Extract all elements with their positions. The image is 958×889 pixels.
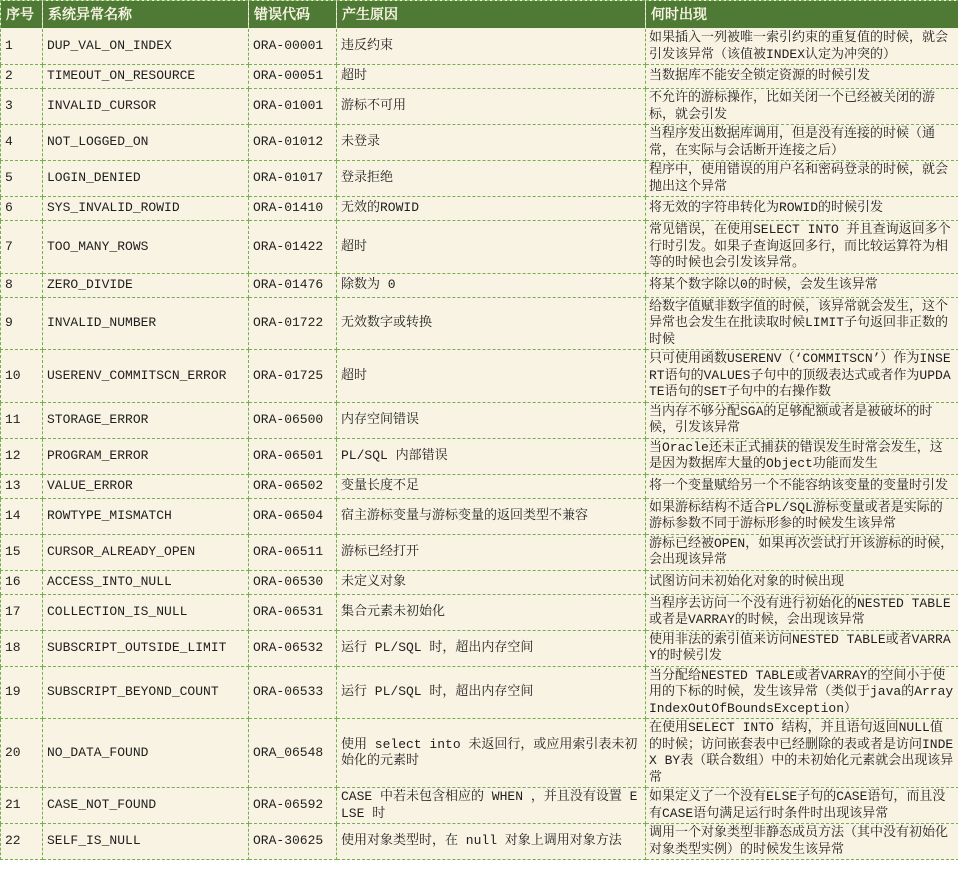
table-row (1, 125, 958, 161)
row-number-cell: 20 (1, 719, 43, 788)
error-code-cell: ORA-06500 (249, 402, 337, 438)
error-code-cell: ORA-06502 (249, 474, 337, 498)
exception-name-cell: SUBSCRIPT_OUTSIDE_LIMIT (43, 630, 249, 666)
cause-cell: 宿主游标变量与游标变量的返回类型不兼容 (337, 498, 646, 534)
exception-name-cell: USERENV_COMMITSCN_ERROR (43, 350, 249, 403)
cause-cell: 游标不可用 (337, 89, 646, 125)
error-code-cell: ORA-06511 (249, 534, 337, 570)
when-occurs-cell: 如果插入一列被唯一索引约束的重复值的时候，就会引发该异常（该值被INDEX认定为冲突的） (646, 29, 958, 65)
row-number-cell: 11 (1, 402, 43, 438)
row-number-cell: 3 (1, 89, 43, 125)
header-row (1, 1, 958, 29)
error-code-cell: ORA-06533 (249, 666, 337, 719)
row-number-cell: 6 (1, 197, 43, 221)
column-header-when: 何时出现 (646, 1, 958, 29)
table-row (1, 824, 958, 860)
exception-name-cell: SELF_IS_NULL (43, 824, 249, 860)
exception-name-cell: PROGRAM_ERROR (43, 438, 249, 474)
row-number-cell: 17 (1, 594, 43, 630)
row-number-cell: 10 (1, 350, 43, 403)
when-occurs-cell: 如果游标结构不适合PL/SQL游标变量或者是实际的游标参数不同于游标形参的时候发生该异常 (646, 498, 958, 534)
error-code-cell: ORA-06501 (249, 438, 337, 474)
table-row (1, 498, 958, 534)
error-code-cell: ORA-06592 (249, 788, 337, 824)
cause-cell: 登录拒绝 (337, 161, 646, 197)
error-code-cell: ORA-30625 (249, 824, 337, 860)
cause-cell: 除数为 0 (337, 273, 646, 297)
table-row (1, 474, 958, 498)
when-occurs-cell: 当分配给NESTED TABLE或者VARRAY的空间小于使用的下标的时候，发生该异常（类似于java的ArrayIndexOutOfBoundsException） (646, 666, 958, 719)
when-occurs-cell: 如果定义了一个没有ELSE子句的CASE语句，而且没有CASE语句满足运行时条件时出现该异常 (646, 788, 958, 824)
table-row (1, 594, 958, 630)
when-occurs-cell: 在使用SELECT INTO 结构，并且语句返回NULL值的时候；访问嵌套表中已经删除的表或者是访问INDEX BY表（联合数组）中的未初始化元素就会出现该异常 (646, 719, 958, 788)
row-number-cell: 2 (1, 65, 43, 89)
error-code-cell: ORA-01476 (249, 273, 337, 297)
when-occurs-cell: 游标已经被OPEN，如果再次尝试打开该游标的时候，会出现该异常 (646, 534, 958, 570)
when-occurs-cell: 只可使用函数USERENV（‘COMMITSCN’）作为INSERT语句的VALUES子句中的顶级表达式或者作为UPDATE语句的SET子句中的右操作数 (646, 350, 958, 403)
column-header-code: 错误代码 (249, 1, 337, 29)
exception-name-cell: LOGIN_DENIED (43, 161, 249, 197)
table-row (1, 297, 958, 350)
exception-name-cell: TOO_MANY_ROWS (43, 221, 249, 274)
row-number-cell: 18 (1, 630, 43, 666)
table-row (1, 89, 958, 125)
cause-cell: 无效的ROWID (337, 197, 646, 221)
table-row (1, 402, 958, 438)
table-row (1, 570, 958, 594)
cause-cell: 使用 select into 未返回行，或应用索引表未初始化的元素时 (337, 719, 646, 788)
row-number-cell: 13 (1, 474, 43, 498)
row-number-cell: 5 (1, 161, 43, 197)
error-code-cell: ORA-01725 (249, 350, 337, 403)
cause-cell: 超时 (337, 221, 646, 274)
table-row (1, 273, 958, 297)
error-code-cell: ORA-01722 (249, 297, 337, 350)
table-header (1, 1, 958, 29)
when-occurs-cell: 当程序发出数据库调用，但是没有连接的时候（通常，在实际与会话断开连接之后） (646, 125, 958, 161)
exception-name-cell: SUBSCRIPT_BEYOND_COUNT (43, 666, 249, 719)
exception-name-cell: DUP_VAL_ON_INDEX (43, 29, 249, 65)
error-code-cell: ORA-06504 (249, 498, 337, 534)
error-code-cell: ORA-01012 (249, 125, 337, 161)
when-occurs-cell: 当Oracle还未正式捕获的错误发生时常会发生，这是因为数据库大量的Object功能而发生 (646, 438, 958, 474)
table-row (1, 788, 958, 824)
exception-name-cell: CASE_NOT_FOUND (43, 788, 249, 824)
cause-cell: 无效数字或转换 (337, 297, 646, 350)
cause-cell: 运行 PL/SQL 时，超出内存空间 (337, 630, 646, 666)
error-code-cell: ORA-06531 (249, 594, 337, 630)
cause-cell: 未定义对象 (337, 570, 646, 594)
table-row (1, 438, 958, 474)
cause-cell: 未登录 (337, 125, 646, 161)
table-row (1, 161, 958, 197)
exception-name-cell: TIMEOUT_ON_RESOURCE (43, 65, 249, 89)
cause-cell: 内存空间错误 (337, 402, 646, 438)
cause-cell: PL/SQL 内部错误 (337, 438, 646, 474)
row-number-cell: 8 (1, 273, 43, 297)
when-occurs-cell: 将某个数字除以0的时候，会发生该异常 (646, 273, 958, 297)
row-number-cell: 12 (1, 438, 43, 474)
cause-cell: CASE 中若未包含相应的 WHEN ，并且没有设置 ELSE 时 (337, 788, 646, 824)
row-number-cell: 7 (1, 221, 43, 274)
error-code-cell: ORA-01001 (249, 89, 337, 125)
error-code-cell: ORA-00001 (249, 29, 337, 65)
cause-cell: 违反约束 (337, 29, 646, 65)
when-occurs-cell: 当内存不够分配SGA的足够配额或者是被破坏的时候，引发该异常 (646, 402, 958, 438)
exception-name-cell: VALUE_ERROR (43, 474, 249, 498)
row-number-cell: 21 (1, 788, 43, 824)
error-code-cell: ORA-01410 (249, 197, 337, 221)
when-occurs-cell: 调用一个对象类型非静态成员方法（其中没有初始化对象类型实例）的时候发生该异常 (646, 824, 958, 860)
when-occurs-cell: 给数字值赋非数字值的时候，该异常就会发生，这个异常也会发生在批读取时候LIMIT子句返回非正数的时候 (646, 297, 958, 350)
row-number-cell: 16 (1, 570, 43, 594)
exception-name-cell: INVALID_CURSOR (43, 89, 249, 125)
when-occurs-cell: 当数据库不能安全锁定资源的时候引发 (646, 65, 958, 89)
when-occurs-cell: 不允许的游标操作，比如关闭一个已经被关闭的游标，就会引发 (646, 89, 958, 125)
cause-cell: 集合元素未初始化 (337, 594, 646, 630)
column-header-no: 序号 (1, 1, 43, 29)
row-number-cell: 22 (1, 824, 43, 860)
cause-cell: 超时 (337, 350, 646, 403)
exception-name-cell: NO_DATA_FOUND (43, 719, 249, 788)
table-row (1, 65, 958, 89)
when-occurs-cell: 将一个变量赋给另一个不能容纳该变量的变量时引发 (646, 474, 958, 498)
error-code-cell: ORA-01017 (249, 161, 337, 197)
table-row (1, 666, 958, 719)
table-row (1, 630, 958, 666)
exception-name-cell: SYS_INVALID_ROWID (43, 197, 249, 221)
when-occurs-cell: 程序中，使用错误的用户名和密码登录的时候，就会抛出这个异常 (646, 161, 958, 197)
row-number-cell: 14 (1, 498, 43, 534)
error-code-cell: ORA-06532 (249, 630, 337, 666)
exception-name-cell: ACCESS_INTO_NULL (43, 570, 249, 594)
row-number-cell: 15 (1, 534, 43, 570)
exception-name-cell: COLLECTION_IS_NULL (43, 594, 249, 630)
error-code-cell: ORA_06548 (249, 719, 337, 788)
when-occurs-cell: 使用非法的索引值来访问NESTED TABLE或者VARRAY的时候引发 (646, 630, 958, 666)
cause-cell: 游标已经打开 (337, 534, 646, 570)
table-body (1, 29, 958, 860)
exception-name-cell: CURSOR_ALREADY_OPEN (43, 534, 249, 570)
cause-cell: 使用对象类型时，在 null 对象上调用对象方法 (337, 824, 646, 860)
table-row (1, 29, 958, 65)
error-code-cell: ORA-00051 (249, 65, 337, 89)
when-occurs-cell: 试图访问未初始化对象的时候出现 (646, 570, 958, 594)
error-code-cell: ORA-01422 (249, 221, 337, 274)
row-number-cell: 9 (1, 297, 43, 350)
exception-name-cell: STORAGE_ERROR (43, 402, 249, 438)
exception-name-cell: ROWTYPE_MISMATCH (43, 498, 249, 534)
table-row (1, 534, 958, 570)
when-occurs-cell: 当程序去访问一个没有进行初始化的NESTED TABLE或者是VARRAY的时候，会出现该异常 (646, 594, 958, 630)
cause-cell: 运行 PL/SQL 时，超出内存空间 (337, 666, 646, 719)
row-number-cell: 4 (1, 125, 43, 161)
row-number-cell: 1 (1, 29, 43, 65)
column-header-cause: 产生原因 (337, 1, 646, 29)
exception-name-cell: ZERO_DIVIDE (43, 273, 249, 297)
table-row (1, 719, 958, 788)
column-header-name: 系统异常名称 (43, 1, 249, 29)
when-occurs-cell: 将无效的字符串转化为ROWID的时候引发 (646, 197, 958, 221)
table-row (1, 197, 958, 221)
table-row (1, 350, 958, 403)
error-code-cell: ORA-06530 (249, 570, 337, 594)
row-number-cell: 19 (1, 666, 43, 719)
when-occurs-cell: 常见错误，在使用SELECT INTO 并且查询返回多个行时引发。如果子查询返回多行，而比较运算符为相等的时候也会引发该异常。 (646, 221, 958, 274)
cause-cell: 变量长度不足 (337, 474, 646, 498)
exception-name-cell: NOT_LOGGED_ON (43, 125, 249, 161)
exception-name-cell: INVALID_NUMBER (43, 297, 249, 350)
cause-cell: 超时 (337, 65, 646, 89)
table-row (1, 221, 958, 274)
